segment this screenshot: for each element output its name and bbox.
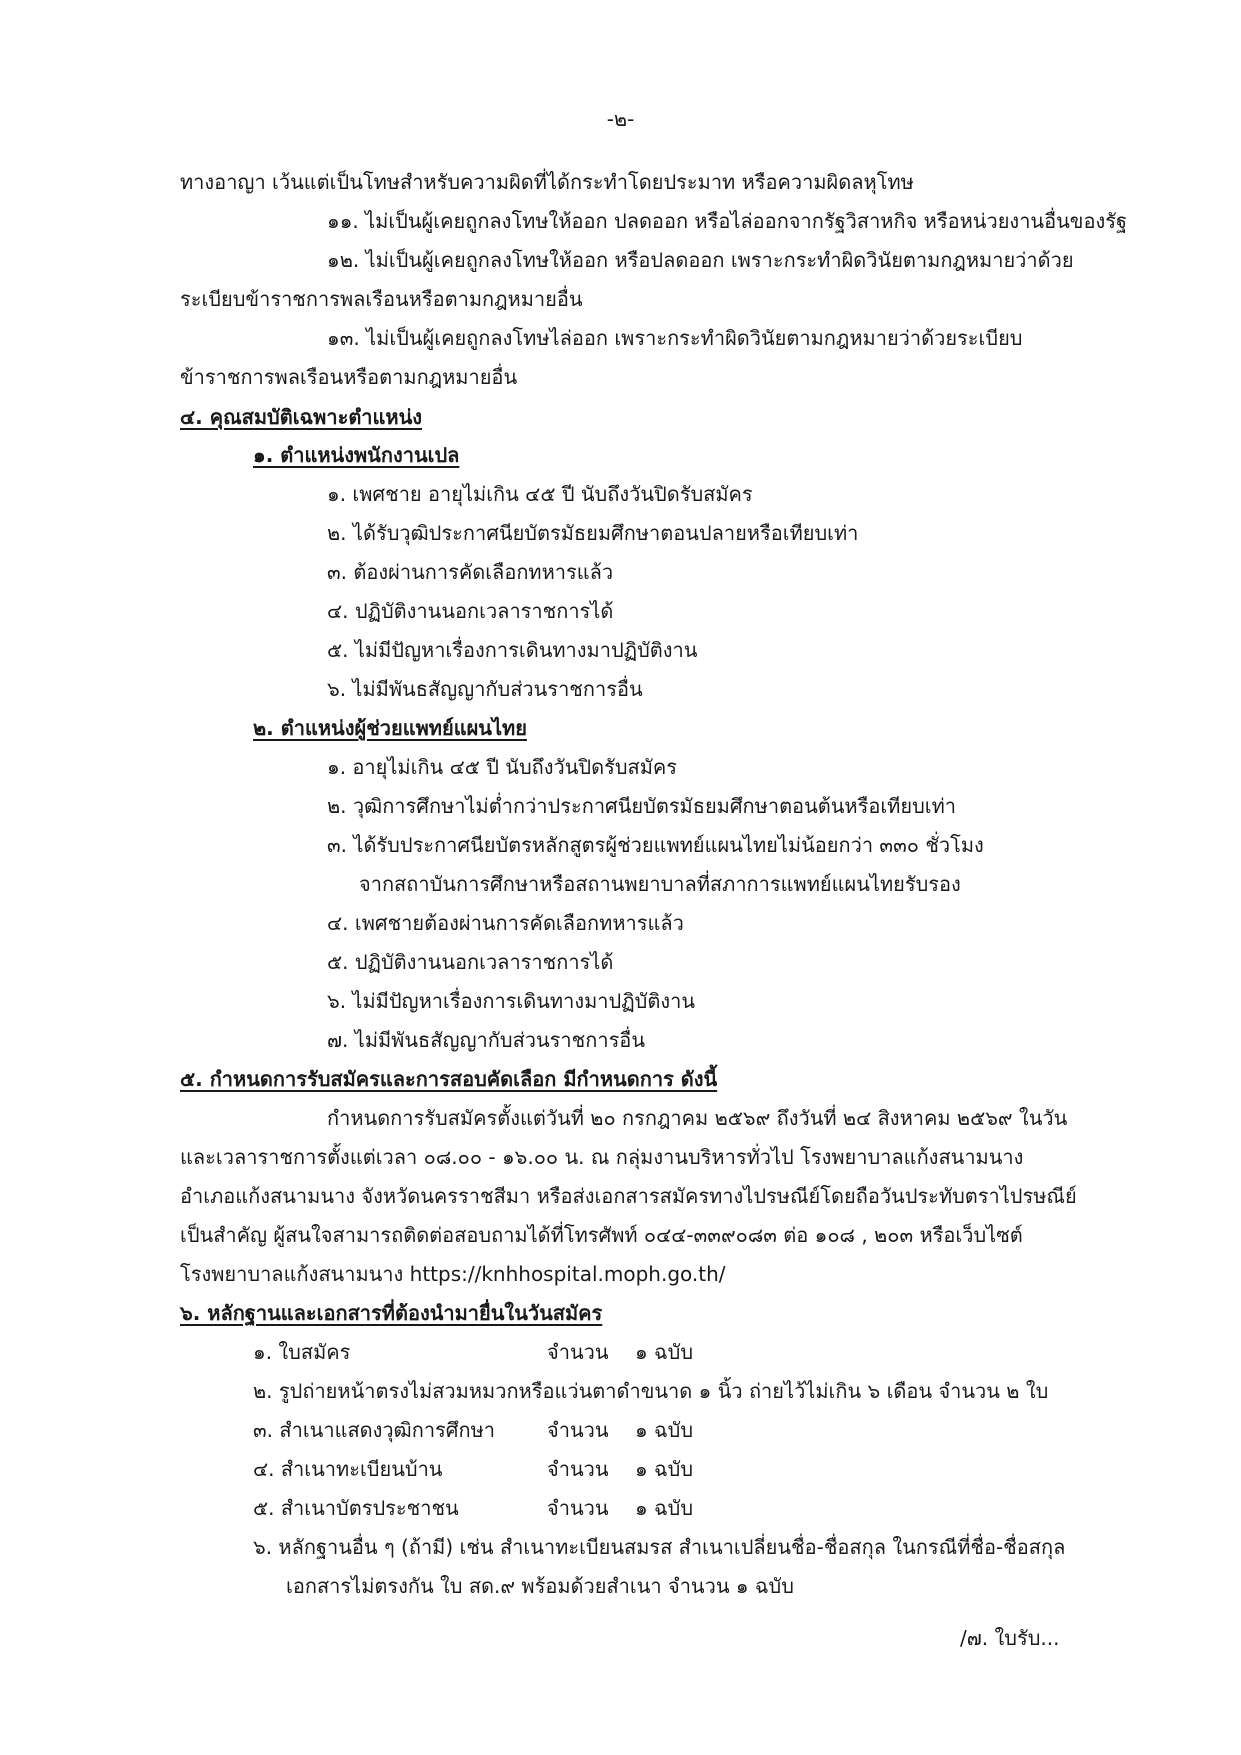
list-item: ๕. ไม่มีปัญหาเรื่องการเดินทางมาปฏิบัติงาน xyxy=(327,638,698,662)
section-heading: ๔. คุณสมบัติเฉพาะตำแหน่ง xyxy=(180,405,423,429)
subsection-heading: ๒. ตำแหน่งผู้ช่วยแพทย์แผนไทย xyxy=(253,716,527,740)
list-item: ๒. วุฒิการศึกษาไม่ต่ำกว่าประกาศนียบัตรมัธยมศึกษาตอนต้นหรือเทียบเท่า xyxy=(327,794,957,818)
para-line: ทางอาญา เว้นแต่เป็นโทษสำหรับความผิดที่ได้กระทำโดยประมาท หรือความผิดลหุโทษ xyxy=(180,170,914,194)
section-heading: ๖. หลักฐานและเอกสารที่ต้องนำมายื่นในวันสมัคร xyxy=(180,1301,603,1325)
page-number: -๒- xyxy=(606,107,635,131)
document-name: ๕. สำเนาบัตรประชาชน xyxy=(253,1496,459,1520)
list-item: ๓. ได้รับประกาศนียบัตรหลักสูตรผู้ช่วยแพทย์แผนไทยไม่น้อยกว่า ๓๓๐ ชั่วโมง xyxy=(327,833,984,857)
section-heading: ๕. กำหนดการรับสมัครและการสอบคัดเลือก มีกำหนดการ ดังนี้ xyxy=(180,1067,718,1091)
list-item: ๑. อายุไม่เกิน ๔๕ ปี นับถึงวันปิดรับสมัคร xyxy=(327,755,678,779)
para-line: และเวลาราชการตั้งแต่เวลา ๐๘.๐๐ - ๑๖.๐๐ น. ณ กลุ่มงานบริหารทั่วไป โรงพยาบาลแก้งสนามนาง xyxy=(180,1145,1024,1169)
document-amount: ๑ ฉบับ xyxy=(635,1340,694,1364)
document-row: ๖. หลักฐานอื่น ๆ (ถ้ามี) เช่น สำเนาทะเบียนสมรส สำเนาเปลี่ยนชื่อ-ชื่อสกุล ในกรณีที่ชื่อ-ชื่อสกุล xyxy=(253,1535,1066,1559)
document-qty-label: จำนวน xyxy=(547,1418,609,1442)
list-item: จากสถาบันการศึกษาหรือสถานพยาบาลที่สภาการแพทย์แผนไทยรับรอง xyxy=(359,872,961,896)
document-qty-label: จำนวน xyxy=(547,1340,609,1364)
para-line: ๑๑. ไม่เป็นผู้เคยถูกลงโทษให้ออก ปลดออก หรือไล่ออกจากรัฐวิสาหกิจ หรือหน่วยงานอื่นของรัฐ xyxy=(327,209,1127,233)
document-name: ๓. สำเนาแสดงวุฒิการศึกษา xyxy=(253,1418,496,1442)
para-line: ระเบียบข้าราชการพลเรือนหรือตามกฎหมายอื่น xyxy=(180,287,583,311)
list-item: ๑. เพศชาย อายุไม่เกิน ๔๕ ปี นับถึงวันปิดรับสมัคร xyxy=(327,482,753,506)
para-line: อำเภอแก้งสนามนาง จังหวัดนครราชสีมา หรือส่งเอกสารสมัครทางไปรษณีย์โดยถือวันประทับตราไปรษณีย์ xyxy=(180,1184,1077,1208)
document-row: เอกสารไม่ตรงกัน ใบ สด.๙ พร้อมด้วยสำเนา จำนวน ๑ ฉบับ xyxy=(286,1574,794,1598)
document-amount: ๑ ฉบับ xyxy=(635,1496,694,1520)
list-item: ๒. ได้รับวุฒิประกาศนียบัตรมัธยมศึกษาตอนปลายหรือเทียบเท่า xyxy=(327,521,859,545)
para-line: โรงพยาบาลแก้งสนามนาง https://knhhospital.moph.go.th/ xyxy=(180,1262,726,1286)
document-name: ๔. สำเนาทะเบียนบ้าน xyxy=(253,1457,443,1481)
list-item: ๔. เพศชายต้องผ่านการคัดเลือกทหารแล้ว xyxy=(327,911,684,935)
document-amount: ๑ ฉบับ xyxy=(635,1457,694,1481)
document-qty-label: จำนวน xyxy=(547,1457,609,1481)
document-name: ๑. ใบสมัคร xyxy=(253,1340,351,1364)
list-item: ๗. ไม่มีพันธสัญญากับส่วนราชการอื่น xyxy=(327,1028,645,1052)
para-line: กำหนดการรับสมัครตั้งแต่วันที่ ๒๐ กรกฎาคม ๒๕๖๙ ถึงวันที่ ๒๔ สิงหาคม ๒๕๖๙ ในวัน xyxy=(327,1106,1068,1130)
subsection-heading: ๑. ตำแหน่งพนักงานเปล xyxy=(253,443,460,467)
para-line: ๑๒. ไม่เป็นผู้เคยถูกลงโทษให้ออก หรือปลดออก เพราะกระทำผิดวินัยตามกฎหมายว่าด้วย xyxy=(327,248,1074,272)
list-item: ๖. ไม่มีพันธสัญญากับส่วนราชการอื่น xyxy=(327,677,643,701)
document-qty-label: จำนวน xyxy=(547,1496,609,1520)
list-item: ๕. ปฏิบัติงานนอกเวลาราชการได้ xyxy=(327,950,614,974)
list-item: ๖. ไม่มีปัญหาเรื่องการเดินทางมาปฏิบัติงาน xyxy=(327,989,695,1013)
para-line: ข้าราชการพลเรือนหรือตามกฎหมายอื่น xyxy=(180,365,518,389)
para-line: ๑๓. ไม่เป็นผู้เคยถูกลงโทษไล่ออก เพราะกระทำผิดวินัยตามกฎหมายว่าด้วยระเบียบ xyxy=(327,326,1023,350)
document-row: ๒. รูปถ่ายหน้าตรงไม่สวมหมวกหรือแว่นตาดำขนาด ๑ นิ้ว ถ่ายไว้ไม่เกิน ๖ เดือน จำนวน ๒ ใบ xyxy=(253,1379,1049,1403)
para-line: เป็นสำคัญ ผู้สนใจสามารถติดต่อสอบถามได้ที่โทรศัพท์ ๐๔๔-๓๓๙๐๘๓ ต่อ ๑๐๘ , ๒๐๓ หรือเว็บไซต์ xyxy=(180,1223,1023,1247)
list-item: ๓. ต้องผ่านการคัดเลือกทหารแล้ว xyxy=(327,560,614,584)
document-amount: ๑ ฉบับ xyxy=(635,1418,694,1442)
list-item: ๔. ปฏิบัติงานนอกเวลาราชการได้ xyxy=(327,599,614,623)
continuation-note: /๗. ใบรับ... xyxy=(960,1626,1060,1650)
